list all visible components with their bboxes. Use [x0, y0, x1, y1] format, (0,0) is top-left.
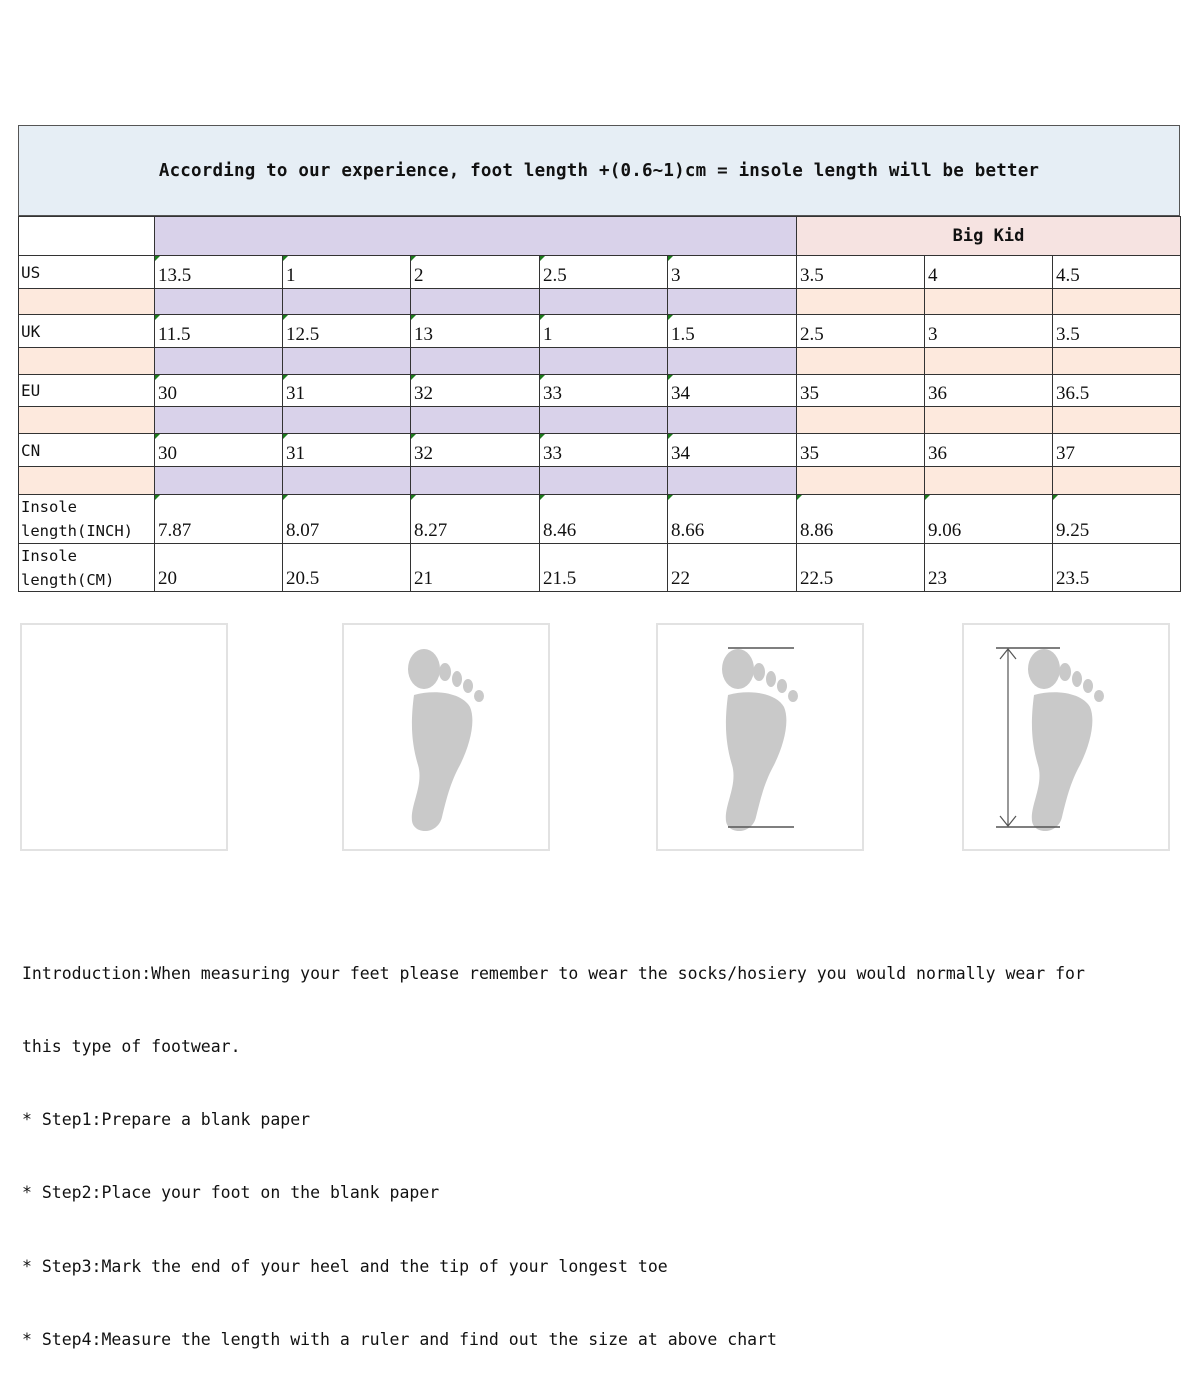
instructions	[22, 913, 1182, 1377]
row-label: EU	[18, 374, 154, 406]
table-cell: 30	[154, 433, 282, 466]
foot-icon	[344, 625, 552, 853]
table-cell: 36	[924, 433, 1052, 466]
table-cell: 21	[410, 543, 539, 592]
table-cell: 2.5	[796, 314, 924, 347]
table-cell: 36	[924, 374, 1052, 406]
step4-text: * Step4:Measure the length with a ruler and find out the size at above chart	[22, 1329, 777, 1349]
table-cell: 31	[282, 374, 410, 406]
step4-box	[962, 623, 1170, 851]
spacer-row	[18, 288, 1181, 314]
table-cell: 35	[796, 374, 924, 406]
step2-box	[342, 623, 550, 851]
table-cell: 32	[410, 433, 539, 466]
table-cell: 23	[924, 543, 1052, 592]
step1-text: * Step1:Prepare a blank paper	[22, 1110, 311, 1130]
table-cell: 1.5	[667, 314, 796, 347]
table-row-uk	[18, 314, 1181, 347]
table-cell: 12.5	[282, 314, 410, 347]
table-cell: 9.25	[1052, 494, 1181, 543]
table-cell: 33	[539, 374, 667, 406]
table-row-cn	[18, 433, 1181, 466]
big-kid-header	[796, 216, 1181, 255]
row-label: CN	[18, 433, 154, 466]
table-cell: 32	[410, 374, 539, 406]
intro-line: Introduction:When measuring your feet please remember to wear the socks/hosiery you would normally wear for	[22, 963, 1085, 983]
table-cell: 36.5	[1052, 374, 1181, 406]
table-cell: 7.87	[154, 494, 282, 543]
table-cell: 2	[410, 255, 539, 288]
table-cell: 9.06	[924, 494, 1052, 543]
table-cell: 3.5	[1052, 314, 1181, 347]
table-cell: 3.5	[796, 255, 924, 288]
step3-box	[656, 623, 864, 851]
step3-text: * Step3:Mark the end of your heel and the tip of your longest toe	[22, 1256, 668, 1276]
big-kid-label: Big Kid	[952, 226, 1025, 246]
table-cell: 1	[539, 314, 667, 347]
table-cell: 8.86	[796, 494, 924, 543]
table-row-eu	[18, 374, 1181, 406]
row-label: Insole length(CM)	[18, 543, 154, 592]
table-cell: 8.66	[667, 494, 796, 543]
table-row-insole-inch	[18, 494, 1181, 543]
spacer-row	[18, 347, 1181, 374]
blank-paper-icon	[20, 623, 228, 851]
table-cell: 1	[282, 255, 410, 288]
table-cell: 35	[796, 433, 924, 466]
table-cell: 4	[924, 255, 1052, 288]
table-cell: 22	[667, 543, 796, 592]
table-cell: 8.46	[539, 494, 667, 543]
table-cell: 37	[1052, 433, 1181, 466]
banner-text: According to our experience, foot length +(0.6~1)cm = insole length will be better	[158, 160, 1040, 181]
table-cell: 13	[410, 314, 539, 347]
header-empty-cell	[18, 216, 154, 255]
foot-marked-icon	[658, 625, 866, 853]
step2-text: * Step2:Place your foot on the blank paper	[22, 1183, 440, 1203]
table-cell: 20.5	[282, 543, 410, 592]
table-cell: 3	[924, 314, 1052, 347]
table-cell: 31	[282, 433, 410, 466]
table-row-insole-cm	[18, 543, 1181, 592]
table-cell: 4.5	[1052, 255, 1181, 288]
table-cell: 8.27	[410, 494, 539, 543]
table-row-us	[18, 255, 1181, 288]
row-label: UK	[18, 314, 154, 347]
spacer-row	[18, 466, 1181, 494]
table-cell: 33	[539, 433, 667, 466]
table-cell: 34	[667, 433, 796, 466]
header-group-cell	[154, 216, 796, 255]
table-cell: 3	[667, 255, 796, 288]
table-cell: 23.5	[1052, 543, 1181, 592]
table-cell: 11.5	[154, 314, 282, 347]
table-cell: 20	[154, 543, 282, 592]
table-cell: 30	[154, 374, 282, 406]
table-cell: 34	[667, 374, 796, 406]
row-label: US	[18, 255, 154, 288]
foot-measured-icon	[964, 625, 1172, 853]
table-header-row	[18, 216, 1181, 255]
table-cell: 22.5	[796, 543, 924, 592]
table-cell: 13.5	[154, 255, 282, 288]
row-label: Insole length(INCH)	[18, 494, 154, 543]
intro-line: this type of footwear.	[22, 1037, 241, 1057]
header-banner	[18, 125, 1180, 216]
table-cell: 8.07	[282, 494, 410, 543]
spacer-row	[18, 406, 1181, 433]
table-cell: 21.5	[539, 543, 667, 592]
table-cell: 2.5	[539, 255, 667, 288]
